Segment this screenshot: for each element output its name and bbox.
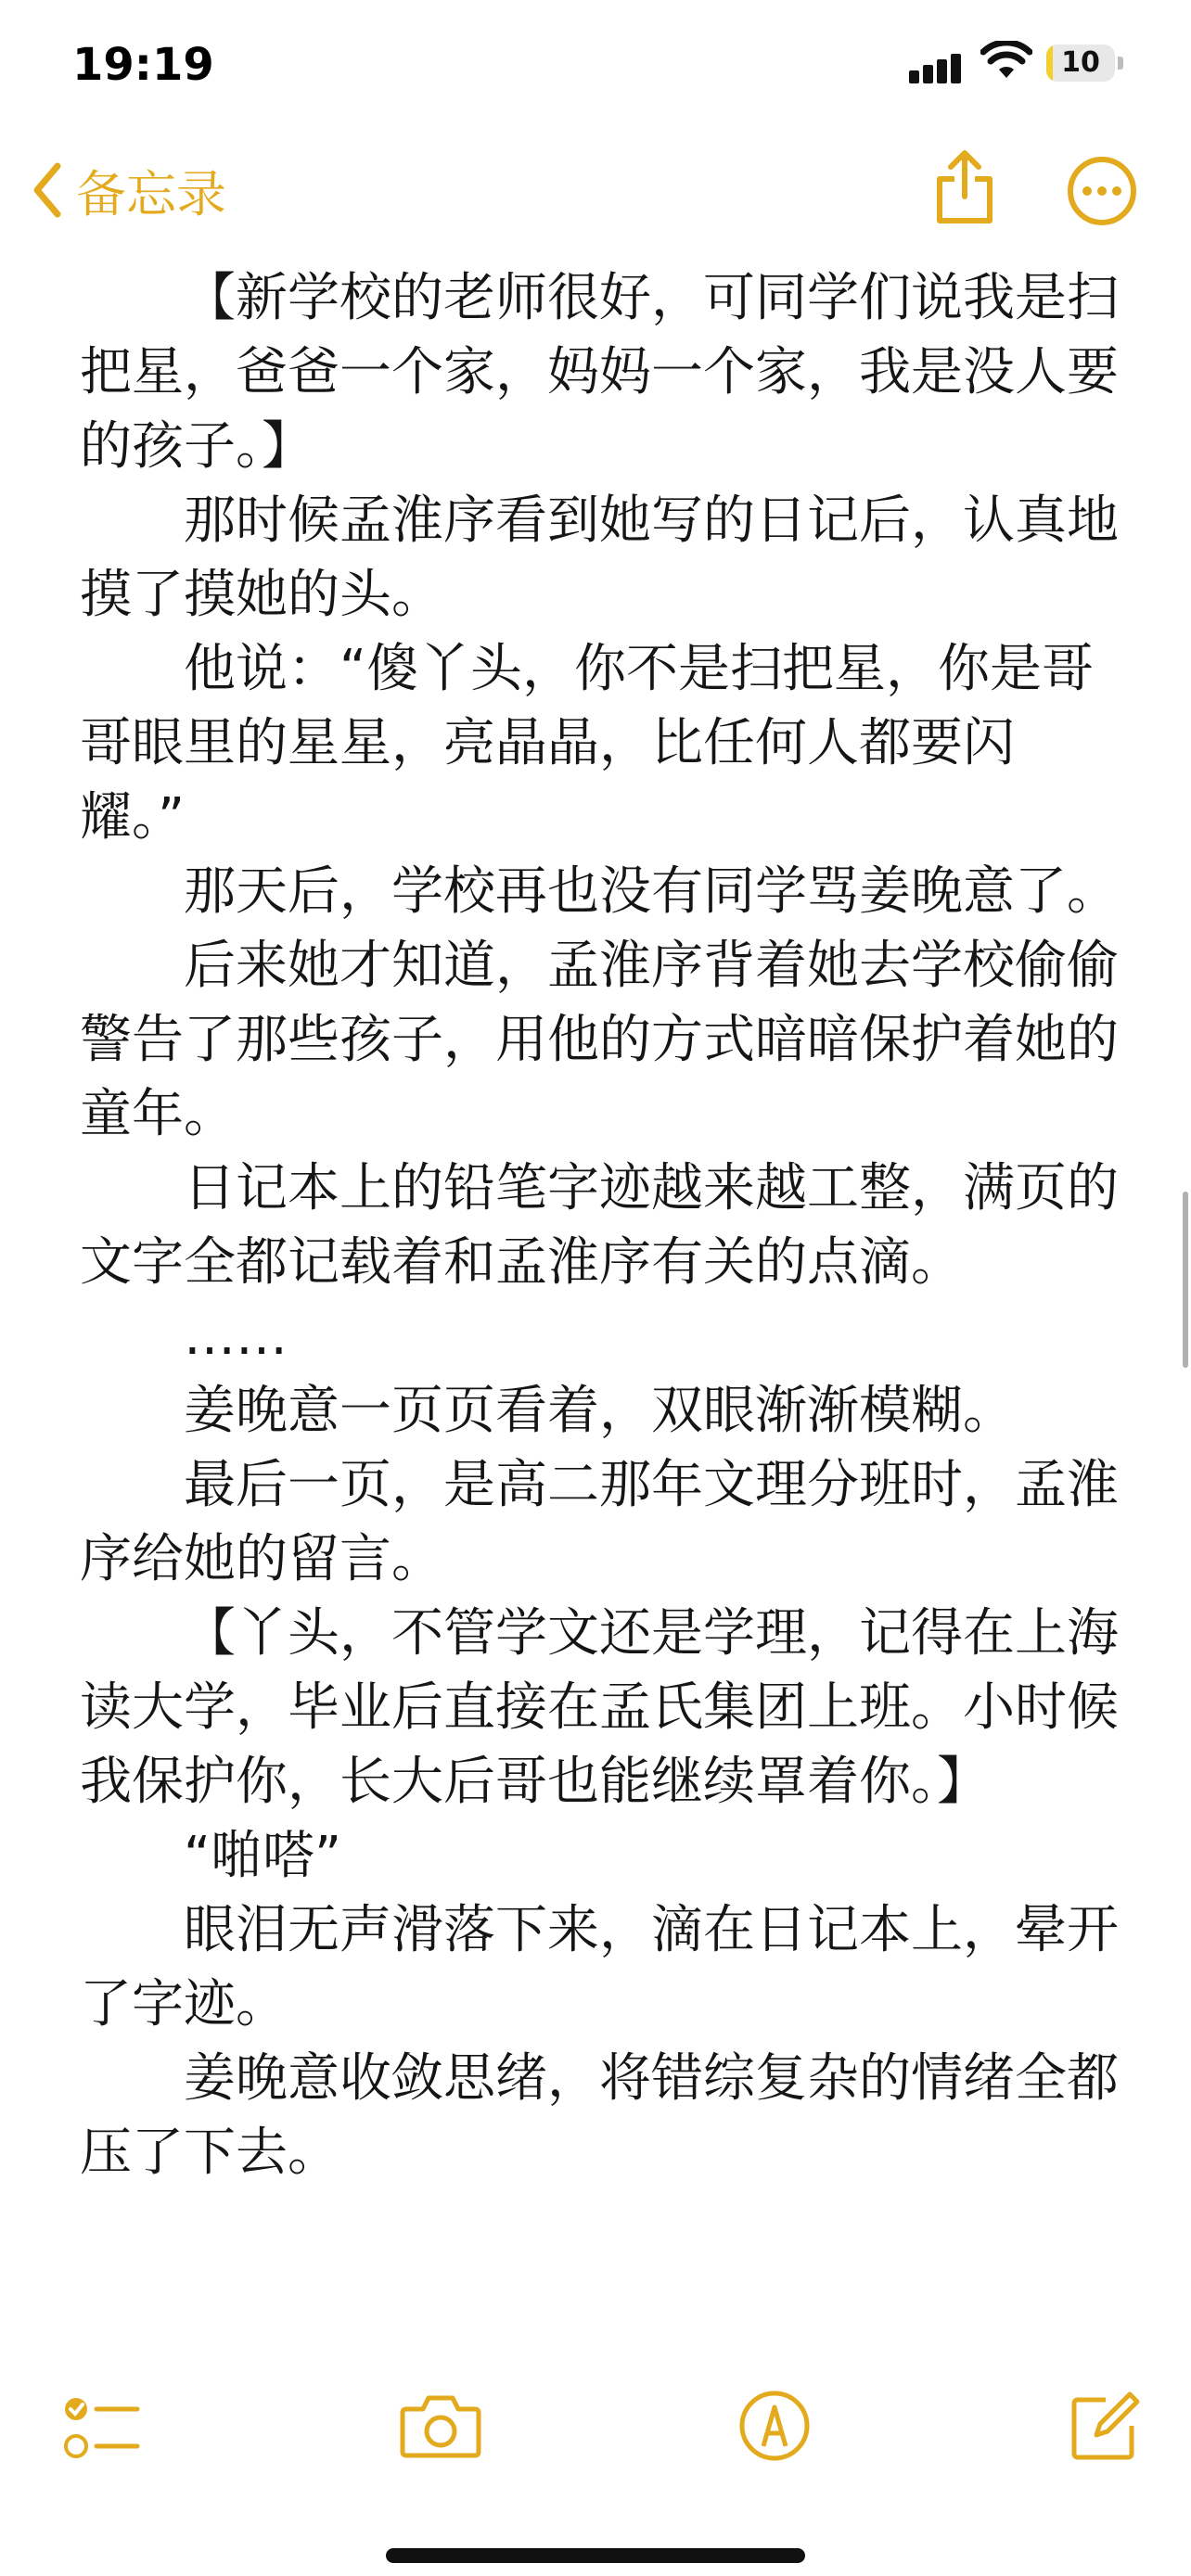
status-bar: [0, 0, 1191, 130]
status-time: 19:19: [72, 39, 214, 91]
chevron-left-icon: [32, 161, 63, 219]
markup-icon[interactable]: [737, 2389, 812, 2463]
share-icon[interactable]: [932, 148, 997, 226]
note-paragraph: 最后一页，是高二那年文理分班时，孟淮序给她的留言。: [80, 1455, 1119, 1589]
note-paragraph: “啪嗒”: [184, 1826, 342, 1886]
note-paragraph: 日记本上的铅笔字迹越来越工整，满页的文字全都记载着和孟淮序有关的点滴。: [80, 1158, 1119, 1293]
battery-cap: [1118, 57, 1123, 70]
checklist-icon[interactable]: [63, 2392, 141, 2465]
note-paragraph: 【新学校的老师很好，可同学们说我是扫把星，爸爸一个家，妈妈一个家，我是没人要的孩子。】: [80, 268, 1119, 477]
back-label: 备忘录: [76, 164, 226, 223]
note-paragraph: 【丫头，不管学文还是学理，记得在上海读大学，毕业后直接在孟氏集团上班。小时候我保护你，长大后哥也能继续罩着你。】: [80, 1603, 1119, 1812]
camera-icon[interactable]: [399, 2391, 482, 2461]
battery-level: 10: [1061, 46, 1100, 79]
nav-bar: [0, 139, 1191, 241]
note-paragraph: 姜晚意一页页看着，双眼渐渐模糊。: [184, 1381, 1015, 1441]
compose-icon[interactable]: [1069, 2389, 1143, 2463]
battery-icon: [1046, 45, 1115, 82]
wifi-icon: [980, 41, 1032, 82]
home-indicator[interactable]: [386, 2548, 805, 2563]
back-button[interactable]: [32, 158, 226, 223]
bottom-toolbar: [0, 2383, 1191, 2485]
note-paragraph: 他说：“傻丫头，你不是扫把星，你是哥哥眼里的星星，亮晶晶，比任何人都要闪耀。”: [80, 639, 1095, 848]
note-paragraph: 姜晚意收敛思绪，将错综复杂的情绪全都压了下去。: [80, 2048, 1119, 2183]
note-paragraph: 那天后，学校再也没有同学骂姜晚意了。: [184, 861, 1119, 922]
note-paragraph: 那时候孟淮序看到她写的日记后，认真地摸了摸她的头。: [80, 491, 1119, 625]
note-paragraph: 后来她才知道，孟淮序背着她去学校偷偷警告了那些孩子，用他的方式暗暗保护着她的童年。: [80, 936, 1119, 1144]
scroll-indicator[interactable]: [1183, 1192, 1188, 1368]
more-options-icon[interactable]: [1067, 156, 1137, 226]
note-body[interactable]: [80, 261, 1119, 2190]
note-paragraph: 眼泪无声滑落下来，滴在日记本上，晕开了字迹。: [80, 1900, 1119, 2034]
note-paragraph: ……: [184, 1307, 288, 1367]
